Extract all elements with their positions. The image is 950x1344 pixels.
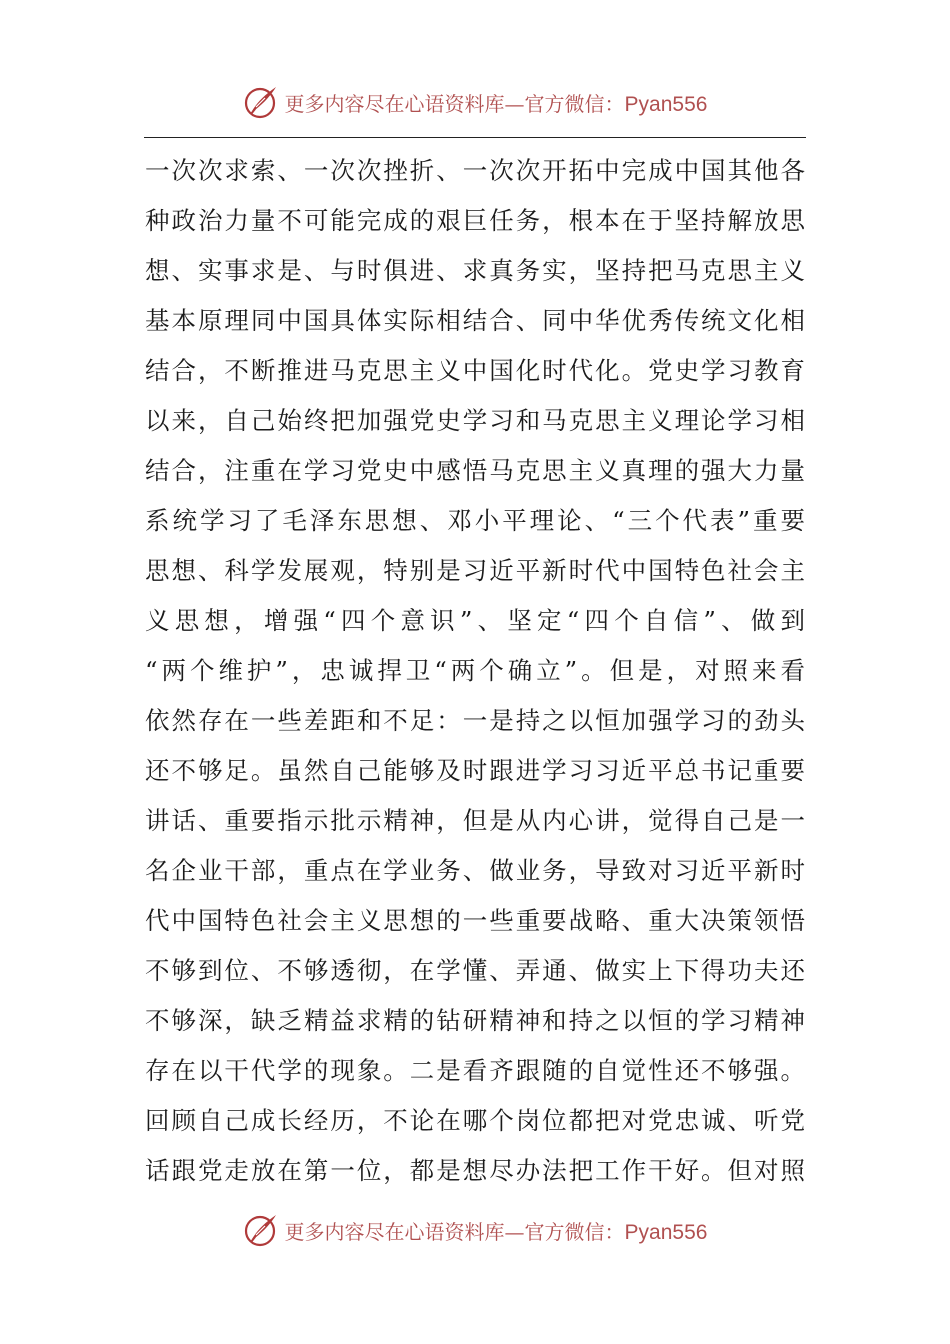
- body-line: 思想、科学发展观，特别是习近平新时代中国特色社会主: [145, 556, 805, 585]
- body-line: 义思想，增强“四个意识”、坚定“四个自信”、做到: [145, 606, 805, 635]
- body-line: 一次次求索、一次次挫折、一次次开拓中完成中国其他各: [145, 156, 805, 185]
- body-line: 想、实事求是、与时俱进、求真务实，坚持把马克思主义: [145, 256, 805, 285]
- quill-pen-icon: [243, 83, 281, 121]
- header-wechat-label: 官方微信：: [524, 91, 625, 116]
- body-line: 存在以干代学的现象。二是看齐跟随的自觉性还不够强。: [145, 1056, 805, 1085]
- body-line: 回顾自己成长经历，不论在哪个岗位都把对党忠诚、听党: [145, 1106, 805, 1135]
- footer-wechat-label: 官方微信：: [524, 1219, 625, 1244]
- header-site-text: 更多内容尽在心语资料库: [284, 91, 505, 116]
- header-text: [285, 88, 708, 117]
- body-line: 结合，注重在学习党史中感悟马克思主义真理的强大力量: [145, 456, 805, 485]
- body-line: 以来，自己始终把加强党史学习和马克思主义理论学习相: [145, 406, 805, 435]
- body-line: 话跟党走放在第一位，都是想尽办法把工作干好。但对照: [145, 1156, 805, 1185]
- header-divider: [144, 137, 806, 138]
- footer-separator: —: [504, 1219, 525, 1244]
- header-separator: —: [504, 91, 525, 116]
- body-line: 不够到位、不够透彻，在学懂、弄通、做实上下得功夫还: [145, 956, 805, 985]
- body-line: 名企业干部，重点在学业务、做业务，导致对习近平新时: [145, 856, 805, 885]
- body-line: 不够深，缺乏精益求精的钻研精神和持之以恒的学习精神: [145, 1006, 805, 1035]
- body-line: 系统学习了毛泽东思想、邓小平理论、“三个代表”重要: [145, 506, 805, 535]
- body-line: “两个维护”，忠诚捍卫“两个确立”。但是，对照来看: [145, 656, 805, 685]
- footer-wechat-handle: Pyan556: [624, 1220, 708, 1244]
- body-line: 讲话、重要指示批示精神，但是从内心讲，觉得自己是一: [145, 806, 805, 835]
- body-line: 基本原理同中国具体实际相结合、同中华优秀传统文化相: [145, 306, 805, 335]
- footer-text: [285, 1216, 708, 1245]
- quill-pen-icon: [243, 1211, 281, 1249]
- body-line: 结合，不断推进马克思主义中国化时代化。党史学习教育: [145, 356, 805, 385]
- header-banner: [0, 80, 950, 124]
- footer-site-text: 更多内容尽在心语资料库: [284, 1219, 505, 1244]
- body-line: 种政治力量不可能完成的艰巨任务，根本在于坚持解放思: [145, 206, 805, 235]
- document-body: [145, 146, 805, 1196]
- body-line: 代中国特色社会主义思想的一些重要战略、重大决策领悟: [145, 906, 805, 935]
- header-wechat-handle: Pyan556: [624, 92, 708, 116]
- footer-banner: [0, 1208, 950, 1252]
- body-line: 依然存在一些差距和不足：一是持之以恒加强学习的劲头: [145, 706, 805, 735]
- body-line: 还不够足。虽然自己能够及时跟进学习习近平总书记重要: [145, 756, 805, 785]
